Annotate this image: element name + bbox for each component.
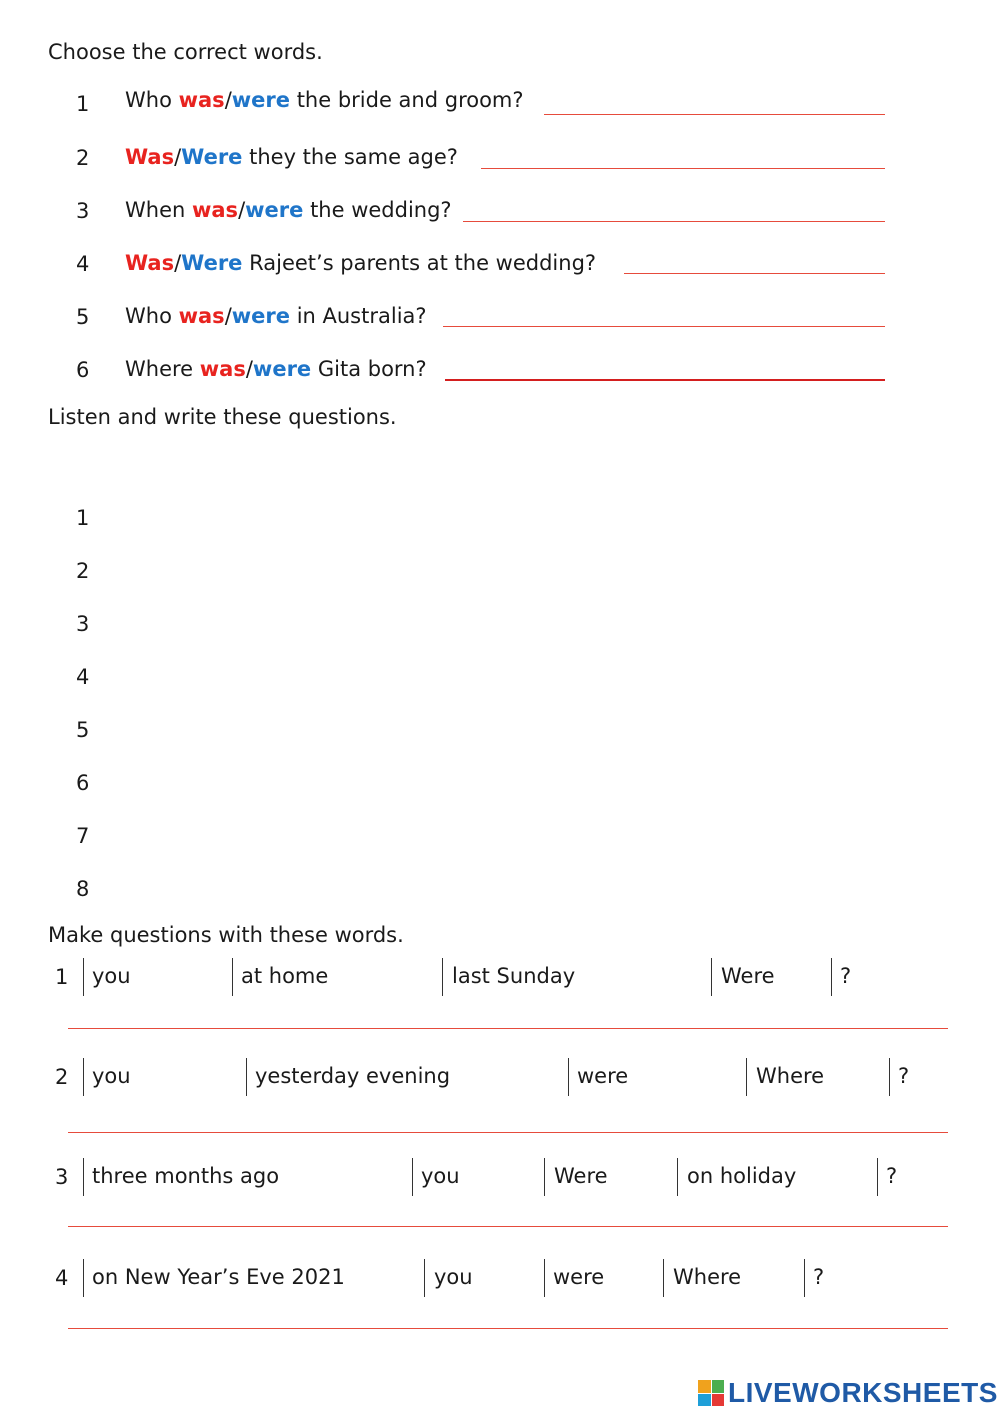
option-was[interactable]: was xyxy=(178,88,225,112)
liveworksheets-logo xyxy=(698,1376,998,1410)
word-chip: ? xyxy=(813,1265,825,1289)
word-divider xyxy=(663,1259,664,1297)
word-chip: Were xyxy=(721,964,775,988)
option-was[interactable]: was xyxy=(199,357,246,381)
question-number: 1 xyxy=(76,92,90,116)
option-were[interactable]: were xyxy=(231,304,291,328)
answer-line[interactable] xyxy=(68,1226,948,1227)
answer-line[interactable] xyxy=(68,1028,948,1029)
word-chip: were xyxy=(577,1064,629,1088)
question-text: Was/Were Rajeet’s parents at the wedding? xyxy=(125,251,597,275)
row-number: 3 xyxy=(55,1165,69,1189)
question-number: 2 xyxy=(76,146,90,170)
word-chip: you xyxy=(92,964,131,988)
word-divider xyxy=(442,958,443,996)
option-were[interactable]: were xyxy=(252,357,312,381)
word-chip: you xyxy=(421,1164,460,1188)
word-divider xyxy=(746,1058,747,1096)
answer-line[interactable] xyxy=(68,1132,948,1133)
option-was[interactable]: Was xyxy=(125,145,175,169)
option-was[interactable]: was xyxy=(178,304,225,328)
question-text: Who was/were in Australia? xyxy=(125,304,427,328)
word-divider xyxy=(544,1158,545,1196)
word-divider xyxy=(831,958,832,996)
row-number: 4 xyxy=(55,1266,69,1290)
question-number: 3 xyxy=(76,199,90,223)
listen-number: 4 xyxy=(76,665,90,689)
listen-number: 8 xyxy=(76,877,90,901)
word-chip: Where xyxy=(673,1265,742,1289)
logo-text: LIVEWORKSHEETS xyxy=(728,1377,998,1408)
word-chip: Where xyxy=(756,1064,825,1088)
word-divider xyxy=(246,1058,247,1096)
word-divider xyxy=(83,1259,84,1297)
listen-number: 2 xyxy=(76,559,90,583)
answer-line[interactable] xyxy=(481,168,885,169)
word-chip: ? xyxy=(886,1164,898,1188)
listen-number: 3 xyxy=(76,612,90,636)
question-number: 5 xyxy=(76,305,90,329)
word-chip: you xyxy=(434,1265,473,1289)
word-divider xyxy=(232,958,233,996)
row-number: 1 xyxy=(55,965,69,989)
section1-heading: Choose the correct words. xyxy=(48,40,323,64)
question-text: Who was/were the bride and groom? xyxy=(125,88,524,112)
answer-line[interactable] xyxy=(544,114,885,115)
word-chip: ? xyxy=(840,964,852,988)
word-divider xyxy=(711,958,712,996)
word-chip: ? xyxy=(898,1064,910,1088)
question-text: When was/were the wedding? xyxy=(125,198,452,222)
question-text: Was/Were they the same age? xyxy=(125,145,458,169)
word-divider xyxy=(889,1058,890,1096)
listen-number: 5 xyxy=(76,718,90,742)
word-chip: on New Year’s Eve 2021 xyxy=(92,1265,345,1289)
word-divider xyxy=(424,1259,425,1297)
option-were[interactable]: Were xyxy=(181,251,243,275)
listen-number: 1 xyxy=(76,506,90,530)
word-divider xyxy=(83,958,84,996)
word-divider xyxy=(877,1158,878,1196)
word-chip: yesterday evening xyxy=(255,1064,451,1088)
answer-line[interactable] xyxy=(445,379,885,381)
word-chip: Were xyxy=(554,1164,608,1188)
word-divider xyxy=(677,1158,678,1196)
word-divider xyxy=(568,1058,569,1096)
answer-line[interactable] xyxy=(443,326,885,327)
answer-line[interactable] xyxy=(463,221,885,222)
row-number: 2 xyxy=(55,1065,69,1089)
answer-line[interactable] xyxy=(624,273,885,274)
word-chip: at home xyxy=(241,964,329,988)
section3-heading: Make questions with these words. xyxy=(48,923,404,947)
option-were[interactable]: were xyxy=(231,88,291,112)
word-chip: three months ago xyxy=(92,1164,280,1188)
question-text: Where was/were Gita born? xyxy=(125,357,427,381)
option-was[interactable]: Was xyxy=(125,251,175,275)
word-chip: you xyxy=(92,1064,131,1088)
word-divider xyxy=(83,1158,84,1196)
listen-number: 6 xyxy=(76,771,90,795)
section2-heading: Listen and write these questions. xyxy=(48,405,397,429)
word-chip: last Sunday xyxy=(452,964,576,988)
liveworksheets-logo-icon xyxy=(698,1380,724,1406)
listen-number: 7 xyxy=(76,824,90,848)
word-divider xyxy=(83,1058,84,1096)
option-were[interactable]: were xyxy=(245,198,304,222)
option-were[interactable]: Were xyxy=(181,145,243,169)
word-divider xyxy=(544,1259,545,1297)
answer-line[interactable] xyxy=(68,1328,948,1329)
option-was[interactable]: was xyxy=(191,198,239,222)
word-divider xyxy=(804,1259,805,1297)
word-divider xyxy=(412,1158,413,1196)
word-chip: on holiday xyxy=(687,1164,797,1188)
word-chip: were xyxy=(553,1265,605,1289)
question-number: 6 xyxy=(76,358,90,382)
question-number: 4 xyxy=(76,252,90,276)
